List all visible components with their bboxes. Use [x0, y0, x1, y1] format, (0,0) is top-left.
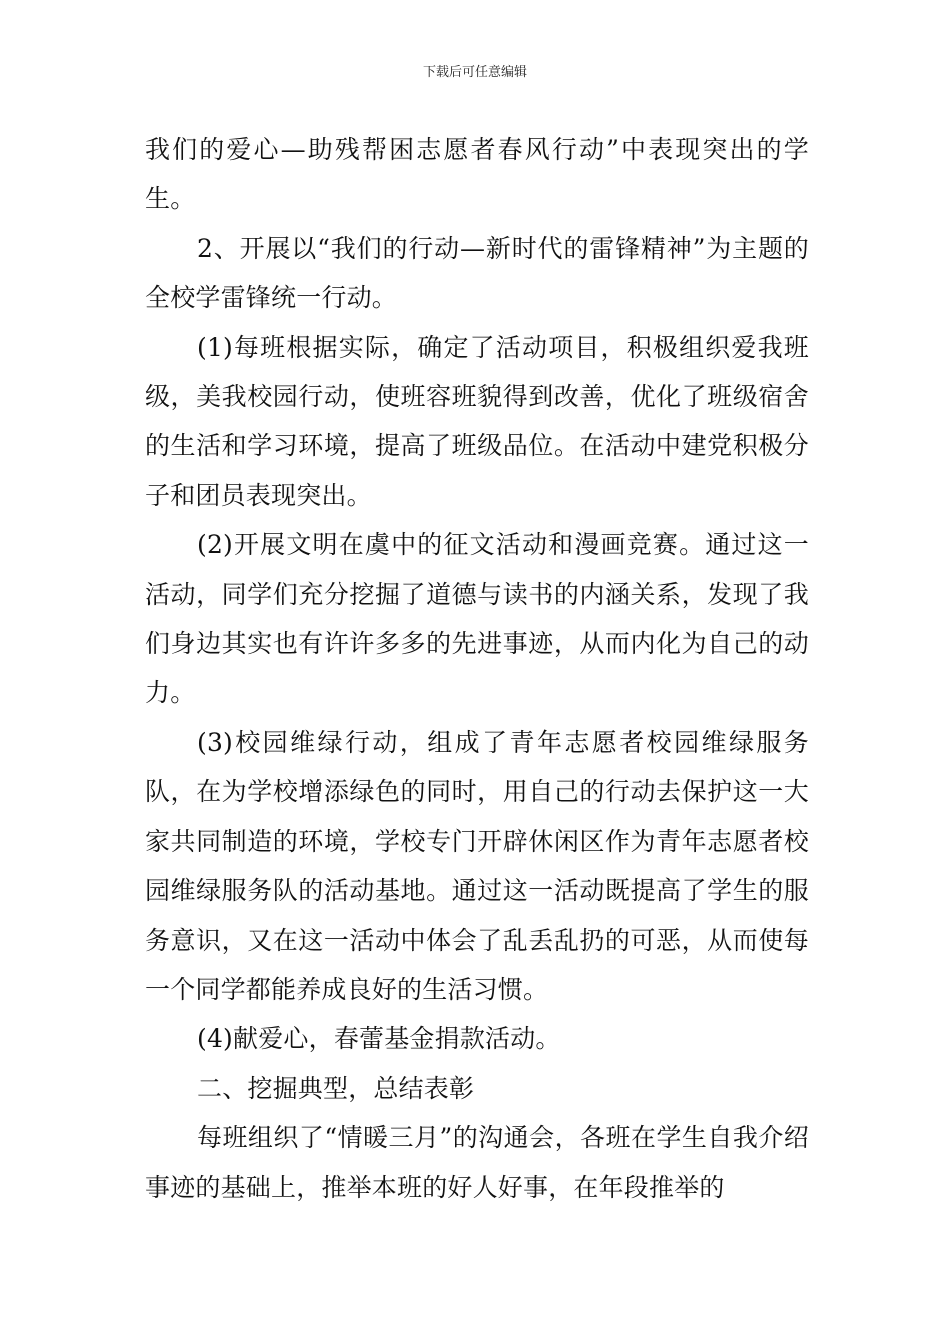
paragraph-summary: 每班组织了“情暖三月”的沟通会，各班在学生自我介绍事迹的基础上，推举本班的好人好事，在年段推举的 — [145, 1123, 809, 1202]
paragraph-sub-3: (3)校园维绿行动，组成了青年志愿者校园维绿服务队，在为学校增添绿色的同时，用自己的行动去保护这一大家共同制造的环境，学校专门开辟休闲区作为青年志愿者校园维绿服务队的活动基地。通过这一活动既提高了学生的服务意识，又在这一活动中体会了乱丢乱扔的可恶，从而使每一个同学都能养成良好的生活习惯。 — [145, 727, 809, 1004]
section-heading: 二、挖掘典型，总结表彰 — [197, 1073, 475, 1103]
paragraph-sub-4: (4)献爱心，春蕾基金捐款活动。 — [197, 1024, 561, 1054]
paragraph-sub-1: (1)每班根据实际，确定了活动项目，积极组织爱我班级，美我校园行动，使班容班貌得到改善，优化了班级宿舍的生活和学习环境，提高了班级品位。在活动中建党积极分子和团员表现突出。 — [145, 332, 809, 510]
paragraph-continuation: 我们的爱心—助残帮困志愿者春风行动”中表现突出的学生。 — [145, 135, 809, 214]
paragraph-item-2: 2、开展以“我们的行动—新时代的雷锋精神”为主题的全校学雷锋统一行动。 — [145, 233, 809, 313]
page-header: 下载后可任意编辑 — [422, 65, 527, 80]
document-body — [145, 125, 809, 1212]
paragraph-sub-2: (2)开展文明在虞中的征文活动和漫画竞赛。通过这一活动，同学们充分挖掘了道德与读书的内涵关系，发现了我们身边其实也有许许多多的先进事迹，从而内化为自己的动力。 — [145, 530, 809, 708]
